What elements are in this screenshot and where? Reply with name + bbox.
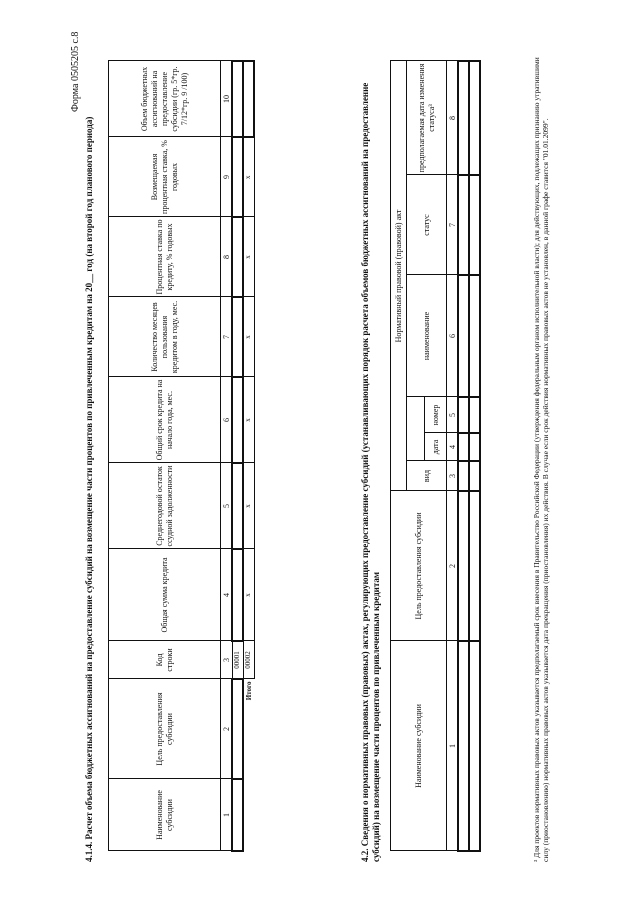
col-number: 3 (221, 641, 233, 679)
x-mark: x (243, 297, 254, 377)
col-number: 4 (447, 433, 459, 461)
col-number: 8 (447, 61, 459, 175)
cell-status-change-date[interactable] (469, 61, 480, 175)
col-number: 5 (221, 463, 233, 549)
header-legal-act: Нормативный правовой (правовой) акт (391, 61, 407, 491)
x-mark: x (243, 463, 254, 549)
header-loan-term: Общий срок кредита на начало года, мес. (109, 377, 221, 463)
cell-status-change-date[interactable] (458, 61, 469, 175)
cell-act-date[interactable] (469, 433, 480, 461)
cell-total-code: 00002 (243, 641, 254, 679)
cell-act-date[interactable] (458, 433, 469, 461)
header-loan-amount: Общая сумма кредита (109, 549, 221, 641)
table-row (458, 61, 469, 851)
header-act-type: вид (407, 461, 447, 491)
col-number: 5 (447, 397, 459, 433)
cell-loan-term[interactable] (232, 377, 243, 463)
table-row (232, 61, 243, 851)
header-act-number: номер (425, 397, 447, 433)
footnote: ³ Для проектов нормативных правовых актов указывается предполагаемый срок внесения в Правительство Российской Федерации (утверждения федеральным органом исполнительной власти); для действующих, подлежащих признанию утратившими силу (приостановлению) нормативных правовых актов указывается дата прекращения (приостановления) их действия. В случае если срок действия нормативных правовых актов не установлен, в данной графе ставится "01.01.2099". (532, 57, 550, 862)
x-mark: x (243, 377, 254, 463)
cell-budget-volume[interactable] (232, 61, 243, 137)
col-number: 6 (447, 275, 459, 397)
col-number: 10 (221, 61, 233, 137)
col-number: 4 (221, 549, 233, 641)
header-months-used: Количество месяцев пользования кредитом в году, мес. (109, 297, 221, 377)
table-42 (390, 60, 481, 852)
header-status-change-date: предполагаемая дата изменения статуса³ (407, 61, 447, 175)
x-mark: x (243, 137, 254, 217)
col-number: 2 (447, 491, 459, 641)
col-number: 3 (447, 461, 459, 491)
col-number: 2 (221, 679, 233, 779)
form-id: Форма 0505205 с.8 (70, 31, 81, 112)
col-number: 8 (221, 217, 233, 297)
cell-interest-rate[interactable] (232, 217, 243, 297)
cell-loan-amount[interactable] (232, 549, 243, 641)
cell-subsidy-goal[interactable] (232, 679, 243, 779)
table-414 (108, 60, 255, 852)
cell-subsidy-name[interactable] (458, 641, 469, 851)
header-act-blank (407, 397, 425, 461)
header-budget-volume: Объем бюджетных ассигнований на предоставление субсидии (гр. 5*гр. 7/12*гр. 9 /100) (109, 61, 221, 137)
section-414-title: 4.1.4. Расчет объема бюджетных ассигнований на предоставление субсидий на возмещение части процентов по привлеченным кредитам на 20__ год (на второй год планового периода) (84, 116, 94, 862)
cell-act-status[interactable] (469, 175, 480, 275)
document-page (60, 32, 580, 872)
x-mark: x (243, 217, 254, 297)
cell-months-used[interactable] (232, 297, 243, 377)
col-number: 1 (447, 641, 459, 851)
table-row-total (243, 61, 254, 851)
col-number: 6 (221, 377, 233, 463)
header-subsidy-goal: Цель предоставления субсидии (391, 491, 447, 641)
cell-act-number[interactable] (458, 397, 469, 433)
header-reimbursed-rate: Возмещаемая процентная ставка, % годовых (109, 137, 221, 217)
col-number: 9 (221, 137, 233, 217)
col-number: 7 (447, 175, 459, 275)
header-subsidy-goal: Цель предоставления субсидии (109, 679, 221, 779)
header-act-date: дата (425, 433, 447, 461)
header-subsidy-name: Наименование субсидии (109, 779, 221, 851)
cell-act-number[interactable] (469, 397, 480, 433)
col-number: 1 (221, 779, 233, 851)
cell-act-type[interactable] (469, 461, 480, 491)
table-row (469, 61, 480, 851)
header-act-status: статус (407, 175, 447, 275)
cell-line-code: 00001 (232, 641, 243, 679)
cell-subsidy-goal[interactable] (458, 491, 469, 641)
header-act-title: наименование (407, 275, 447, 397)
cell-act-title[interactable] (469, 275, 480, 397)
col-number: 7 (221, 297, 233, 377)
cell-avg-debt[interactable] (232, 463, 243, 549)
cell-total-budget-volume[interactable] (243, 61, 254, 137)
cell-act-type[interactable] (458, 461, 469, 491)
cell-subsidy-name[interactable] (232, 779, 243, 851)
cell-act-status[interactable] (458, 175, 469, 275)
cell-act-title[interactable] (458, 275, 469, 397)
header-avg-debt: Среднегодовой остаток ссудной задолженности (109, 463, 221, 549)
x-mark: x (243, 549, 254, 641)
cell-reimbursed-rate[interactable] (232, 137, 243, 217)
header-line-code: Код строки (109, 641, 221, 679)
cell-subsidy-name[interactable] (469, 641, 480, 851)
header-interest-rate: Процентная ставка по кредиту, % годовых (109, 217, 221, 297)
cell-subsidy-goal[interactable] (469, 491, 480, 641)
section-42-title: 4.2. Сведения о нормативных правовых (правовых) актах, регулирующих предоставление субсидий (устанавливающих порядок расчета объемов бюджетных ассигнований на предоставление субсидий) на возмещение части процентов по привлеченным кредитам (360, 82, 381, 862)
total-label: Итого (244, 681, 253, 701)
header-subsidy-name: Наименование субсидии (391, 641, 447, 851)
